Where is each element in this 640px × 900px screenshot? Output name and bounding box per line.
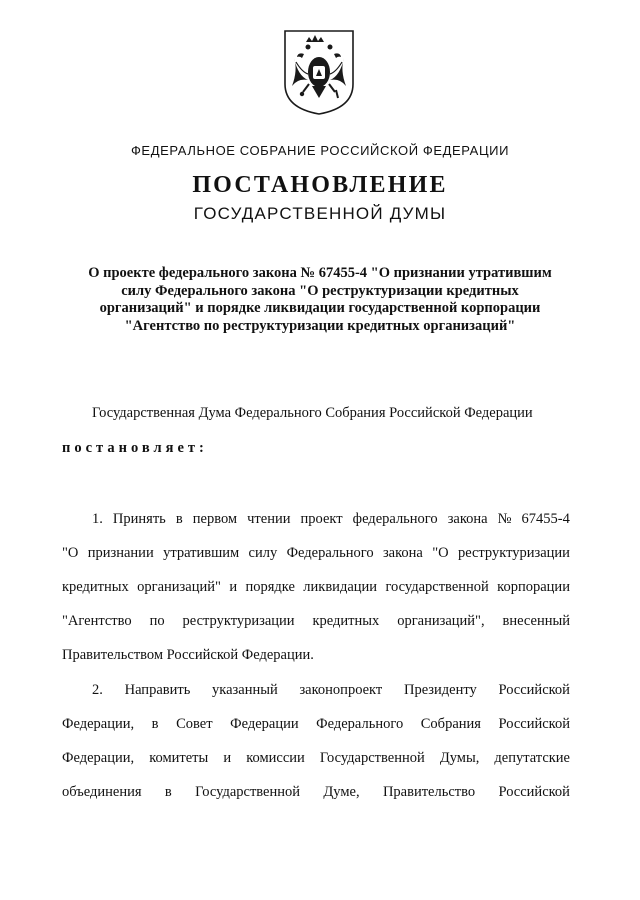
word: закона (382, 545, 423, 561)
word: "О (62, 545, 79, 561)
paragraph-line (62, 577, 570, 611)
word: 1. (92, 511, 103, 527)
word: чтении (247, 511, 291, 527)
paragraph-line (62, 714, 570, 748)
word: федерального (352, 511, 438, 527)
word: "Агентство (62, 613, 132, 629)
word: законопроект (299, 682, 383, 698)
paragraph-line (62, 680, 570, 714)
word: указанный (212, 682, 278, 698)
paragraph-line (62, 782, 570, 816)
word: внесенный (502, 613, 570, 629)
word: Федерации, (62, 750, 135, 766)
word: Думы, (439, 750, 480, 766)
word: первом (192, 511, 238, 527)
word: "О (432, 545, 449, 561)
paragraph-2 (62, 680, 570, 816)
word: корпорации (497, 579, 570, 595)
paragraph-line (62, 543, 570, 577)
word: закона (447, 511, 488, 527)
state-emblem-icon (282, 28, 356, 116)
word: Государственной (195, 784, 301, 800)
word: Государственной (319, 750, 425, 766)
word: Российской (498, 784, 570, 800)
subject-line: О проекте федерального закона № 67455-4 "О признании утратившим (88, 265, 552, 281)
word: организаций" (137, 579, 221, 595)
word: 2. (92, 682, 103, 698)
word: Собрания (420, 716, 481, 732)
word: проект (300, 511, 343, 527)
word: порядке (245, 579, 295, 595)
word: Федерации (230, 716, 299, 732)
preamble: Государственная Дума Федерального Собрания Российской Федерации (92, 405, 533, 421)
word: в (151, 716, 159, 732)
word: Совет (176, 716, 213, 732)
word: утратившим (163, 545, 240, 561)
word: депутатские (494, 750, 570, 766)
paragraph-line (62, 509, 570, 543)
document-issuer: ГОСУДАРСТВЕННОЙ ДУМЫ (193, 204, 447, 223)
word: признании (87, 545, 154, 561)
document-type-title: ПОСТАНОВЛЕНИЕ (192, 172, 448, 198)
subject-line: "Агентство по реструктуризации кредитных организаций" (124, 317, 516, 334)
word: объединения (62, 784, 142, 800)
word: Направить (124, 682, 191, 698)
word: и (229, 579, 238, 595)
subject-line: организаций" и порядке ликвидации государственной корпорации (99, 300, 541, 316)
word: в (164, 784, 172, 800)
word: организаций", (397, 613, 485, 629)
word: реструктуризации (457, 545, 570, 561)
paragraph-line (62, 611, 570, 645)
word: комиссии (246, 750, 305, 766)
organization-name: ФЕДЕРАЛЬНОЕ СОБРАНИЕ РОССИЙСКОЙ ФЕДЕРАЦИИ (130, 143, 510, 158)
word: в (175, 511, 183, 527)
word: Федерации, (62, 716, 135, 732)
word: реструктуризации (182, 613, 295, 629)
word: и (223, 750, 232, 766)
word: Федерального (286, 545, 374, 561)
word: кредитных (312, 613, 380, 629)
paragraph-line: Правительством Российской Федерации. (62, 647, 314, 663)
paragraph-line (62, 748, 570, 782)
word: Российской (498, 716, 570, 732)
word: ликвидации (303, 579, 378, 595)
word: Принять (112, 511, 166, 527)
resolution-subject (60, 265, 580, 335)
word: 67455-4 (521, 511, 570, 527)
word: государственной (385, 579, 489, 595)
resolves-keyword: постановляет: (62, 440, 208, 456)
subject-line: силу Федерального закона "О реструктуризации кредитных (121, 282, 519, 299)
word: Российской (498, 682, 570, 698)
word: Федерального (316, 716, 404, 732)
word: Думе, (323, 784, 360, 800)
word: кредитных (62, 579, 129, 595)
word: по (149, 613, 165, 629)
word: комитеты (149, 750, 209, 766)
word: Президенту (403, 682, 477, 698)
paragraph-1 (62, 509, 570, 679)
word: силу (248, 545, 278, 561)
word: № (497, 511, 512, 527)
word: Правительство (382, 784, 476, 800)
